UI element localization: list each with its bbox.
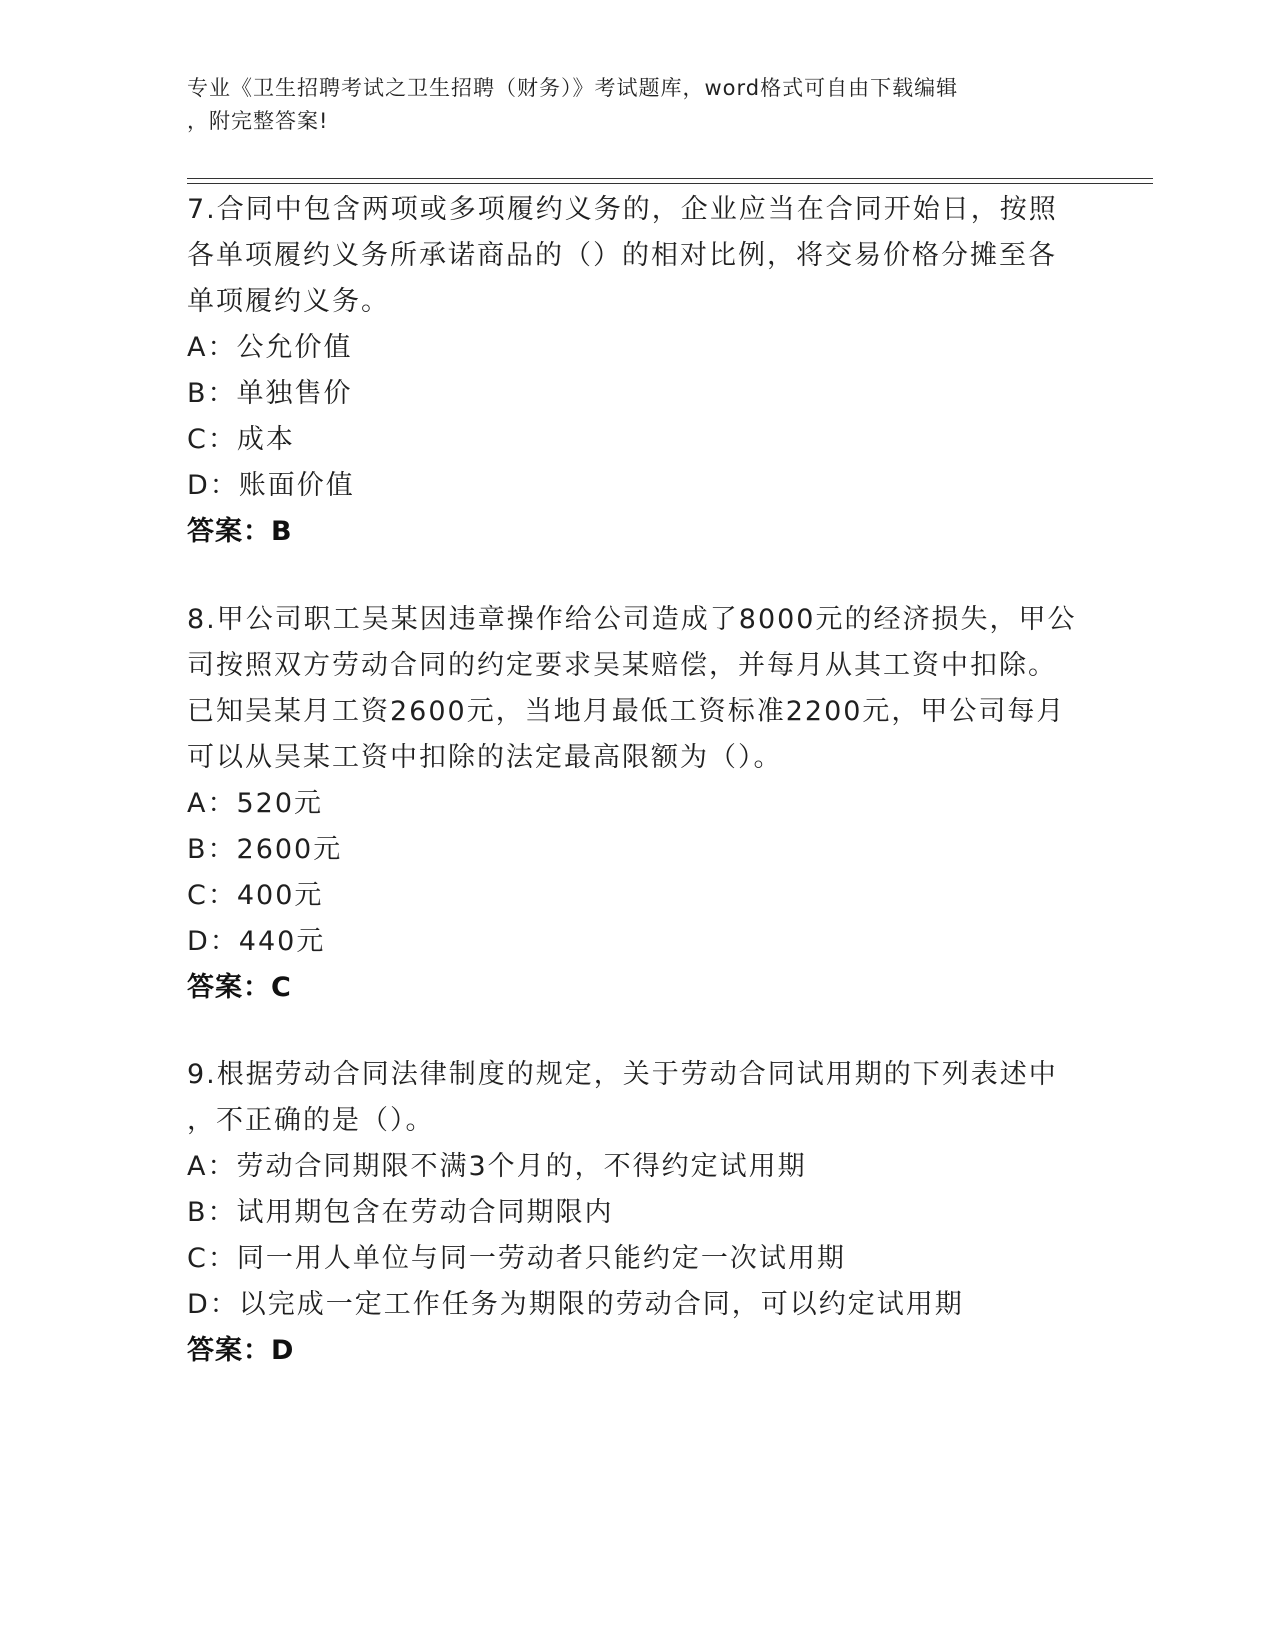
question-stem — [187, 597, 1087, 781]
question-8 — [187, 597, 1087, 1011]
header-divider-bottom — [187, 183, 1153, 184]
option-c: C：400元 — [187, 880, 324, 911]
option-b: B：2600元 — [187, 834, 343, 865]
option-a: A：劳动合同期限不满3个月的，不得约定试用期 — [187, 1151, 807, 1182]
question-7 — [187, 187, 1087, 555]
answer: 答案：B — [187, 516, 293, 547]
option-c: C：同一用人单位与同一劳动者只能约定一次试用期 — [187, 1243, 846, 1274]
option-a: A：520元 — [187, 788, 324, 819]
option-b: B：单独售价 — [187, 378, 353, 409]
option-c: C：成本 — [187, 424, 295, 455]
header-line-1: 专业《卫生招聘考试之卫生招聘（财务）》考试题库，word格式可自由下载编辑 — [187, 76, 959, 100]
question-stem — [187, 1052, 1087, 1144]
answer: 答案：C — [187, 972, 292, 1003]
option-d: D：440元 — [187, 926, 326, 957]
option-d: D：账面价值 — [187, 470, 355, 501]
header-line-2: ，附完整答案! — [187, 109, 329, 133]
stem-line: ，不正确的是（）。 — [187, 1105, 435, 1136]
answer: 答案：D — [187, 1335, 295, 1366]
option-d: D：以完成一定工作任务为期限的劳动合同，可以约定试用期 — [187, 1289, 964, 1320]
stem-line: 司按照双方劳动合同的约定要求吴某赔偿，并每月从其工资中扣除。 — [187, 650, 1057, 681]
stem-line: 8.甲公司职工吴某因违章操作给公司造成了8000元的经济损失，甲公 — [187, 604, 1077, 635]
document-header — [187, 72, 1067, 138]
stem-line: 各单项履约义务所承诺商品的（）的相对比例，将交易价格分摊至各 — [187, 240, 1057, 271]
option-a: A：公允价值 — [187, 332, 353, 363]
option-b: B：试用期包含在劳动合同期限内 — [187, 1197, 614, 1228]
stem-line: 9.根据劳动合同法律制度的规定，关于劳动合同试用期的下列表述中 — [187, 1059, 1058, 1090]
stem-line: 7.合同中包含两项或多项履约义务的，企业应当在合同开始日，按照 — [187, 194, 1058, 225]
stem-line: 可以从吴某工资中扣除的法定最高限额为（）。 — [187, 742, 783, 773]
header-divider-top — [187, 178, 1153, 179]
question-stem — [187, 187, 1087, 325]
question-9 — [187, 1052, 1087, 1374]
stem-line: 已知吴某月工资2600元，当地月最低工资标准2200元，甲公司每月 — [187, 696, 1066, 727]
stem-line: 单项履约义务。 — [187, 286, 390, 317]
